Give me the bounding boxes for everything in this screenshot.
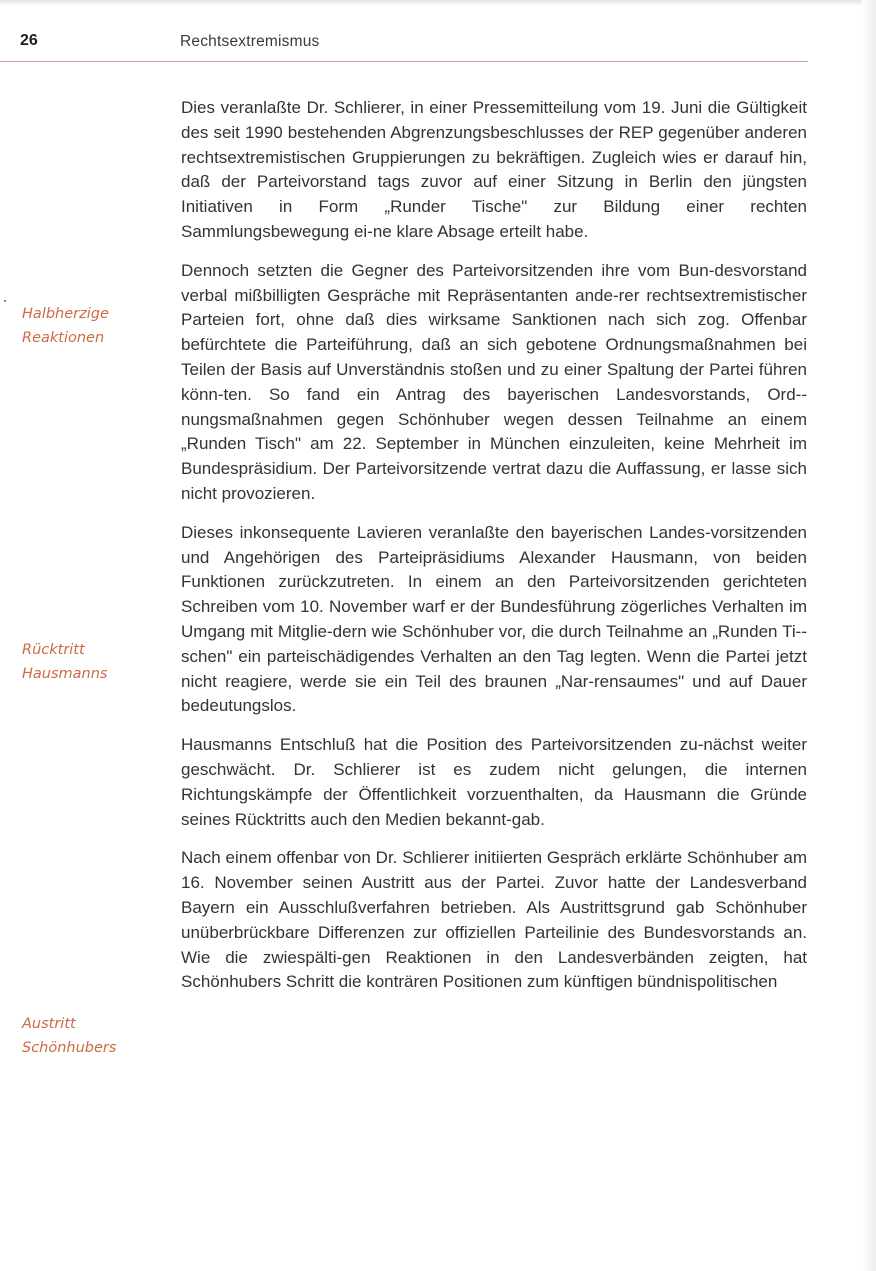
header-rule [0,61,808,62]
page-number: 26 [20,32,38,49]
paragraph-hausmanns-entschluss: Hausmanns Entschluß hat die Position des Parteivorsitzenden zu-nächst weiter geschwächt. Dr. Schlierer ist es zudem nicht gelungen, die internen Richtungskämpfe der Öffentlichkeit vorzuenthalten, da Hausmann die Gründe seines Rücktritts auch den Medien bekannt-gab. [181,735,807,829]
margin-mark [4,300,6,302]
running-head: Rechtsextremismus [180,33,320,50]
page-right-edge [862,0,876,1271]
side-note-line: Rücktritt [22,642,85,658]
side-note-austritt-schoenhubers [22,1012,172,1060]
side-note-ruecktritt-hausmanns [22,638,172,686]
side-note-line: Halbherzige [22,306,109,322]
side-note-line: Reaktionen [22,330,105,346]
main-text [181,96,807,995]
side-note-line: Austritt [22,1016,76,1032]
paragraph-ruecktritt-hausmanns: Dieses inkonsequente Lavieren veranlaßte den bayerischen Landes-vorsitzenden und Angehörigen des Parteipräsidiums Alexander Hausmann, von beiden Funktionen zurückzutreten. In einem an den Parteivorsitzenden gerichteten Schreiben vom 10. November warf er der Bundesführung zögerliches Verhalten im Umgang mit Mitglie-dern wie Schönhuber vor, die durch Teilnahme an „Runden Ti-schen" ein parteischädigendes Verhalten an den Tag legten. Wenn die Partei jetzt nicht reagiere, werde sie ein Teil des braunen „Nar-rensaumes" und auf Dauer bedeutungslos. [181,522,807,716]
side-note-halbherzige-reaktionen [22,302,172,350]
paragraph-austritt-schoenhubers: Nach einem offenbar von Dr. Schlierer initiierten Gespräch erklärte Schönhuber am 16. November seinen Austritt aus der Partei. Zuvor hatte der Landesverband Bayern ein Ausschlußverfahren betrieben. Als Austrittsgrund gab Schönhuber unüberbrückbare Differenzen zur offiziellen Parteilinie des Bundesvorstands an. Wie die zwiespälti-gen Reaktionen in den Landesverbänden zeigten, hat Schönhubers Schritt die konträren Positionen zum künftigen bündnispolitischen [181,848,807,992]
page-top-shadow [0,0,876,6]
paragraph-abgrenzungsbeschluss: Dies veranlaßte Dr. Schlierer, in einer Pressemitteilung vom 19. Juni die Gültigkeit des seit 1990 bestehenden Abgrenzungsbeschlusses der REP gegenüber anderen rechtsextremistischen Gruppierungen zu bekräftigen. Zugleich wies er darauf hin, daß der Parteivorstand tags zuvor auf einer Sitzung in Berlin den jüngsten Initiativen in Form „Runder Tische" zur Bildung einer rechten Sammlungsbewegung ei-ne klare Absage erteilt habe. [181,98,807,241]
page-header [0,32,808,62]
paragraph-halbherzige-reaktionen: Dennoch setzten die Gegner des Parteivorsitzenden ihre vom Bun-desvorstand verbal mißbilligten Gespräche mit Repräsentanten ande-rer rechtsextremistischer Parteien fort, ohne daß dies wirksame Sanktionen nach sich zog. Offenbar befürchtete die Parteiführung, daß an sich gebotene Ordnungsmaßnahmen bei Teilen der Basis auf Unverständnis stoßen und zu einer Spaltung der Partei führen könn-ten. So fand ein Antrag des bayerischen Landesvorstands, Ord-nungsmaßnahmen gegen Schönhuber wegen dessen Teilnahme an einem „Runden Tisch" am 22. September in München einzuleiten, keine Mehrheit im Bundespräsidium. Der Parteivorsitzende vertrat dazu die Auffassung, er lasse sich nicht provozieren. [181,260,807,503]
side-note-line: Schönhubers [22,1040,117,1056]
side-note-line: Hausmanns [22,666,108,682]
